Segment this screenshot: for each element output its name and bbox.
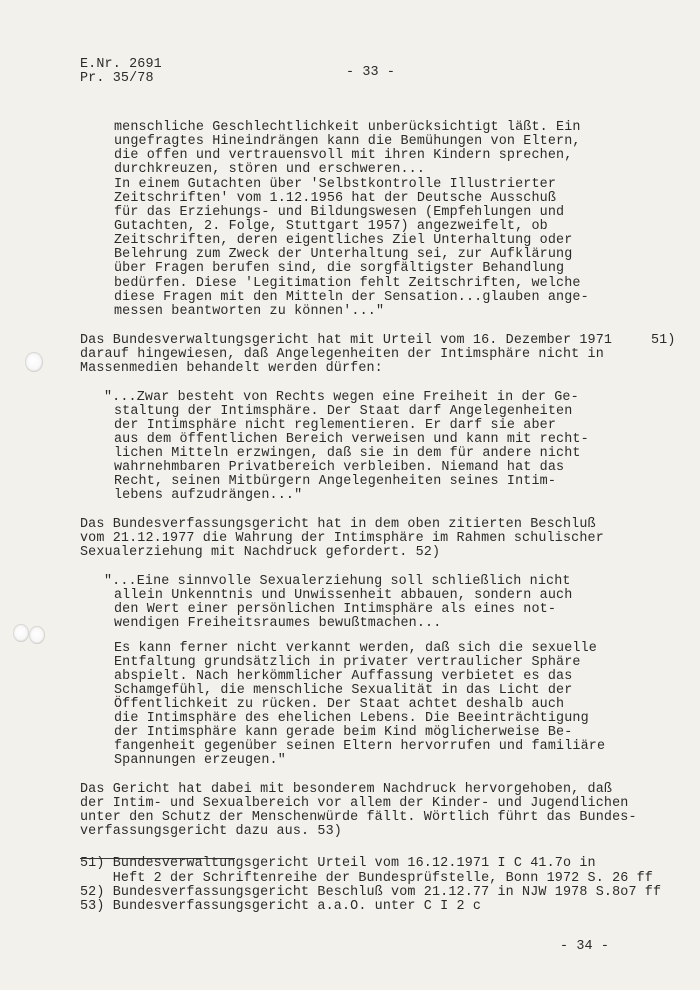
punch-hole-top xyxy=(25,352,43,372)
body-line: diese Fragen mit den Mitteln der Sensation...glauben ange- xyxy=(114,290,589,305)
body-line: messen beantworten zu können'..." xyxy=(114,304,385,319)
body-line: der Intimsphäre nicht reglementieren. Er darf sie aber xyxy=(114,418,557,433)
body-line: lichen Mitteln erzwingen, daß sie in dem für andere nicht xyxy=(114,446,581,461)
page-number: - 33 - xyxy=(346,65,396,80)
body-line: Sexualerziehung mit Nachdruck gefordert. 52) xyxy=(80,545,441,560)
footnote-line: 52) Bundesverfassungsgericht Beschluß vom 21.12.77 in NJW 1978 S.8o7 ff xyxy=(80,885,662,900)
body-line: Das Gericht hat dabei mit besonderem Nachdruck hervorgehoben, daß xyxy=(80,782,613,797)
body-line: Belehrung zum Zweck der Unterhaltung sei, zur Aufklärung xyxy=(114,247,573,262)
body-line: den Wert einer persönlichen Intimsphäre als eines not- xyxy=(114,602,557,617)
body-line: ungefragtes Hineindrängen kann die Bemühungen von Eltern, xyxy=(114,134,581,149)
body-line: Das Bundesverfassungsgericht hat in dem oben zitierten Beschluß xyxy=(80,517,596,532)
margin-footnote-ref: 51) xyxy=(651,333,676,348)
body-line: In einem Gutachten über 'Selbstkontrolle Illustrierter xyxy=(114,177,557,192)
body-line: der Intim- und Sexualbereich vor allem der Kinder- und Jugendlichen xyxy=(80,796,629,811)
body-line: Massenmedien behandelt werden dürfen: xyxy=(80,361,383,376)
punch-hole-middle-right xyxy=(29,626,45,644)
body-line: menschliche Geschlechtlichkeit unberücksichtigt läßt. Ein xyxy=(114,120,581,135)
file-reference-number: E.Nr. 2691 xyxy=(80,57,162,72)
body-line: die offen und vertrauensvoll mit ihren Kindern sprechen, xyxy=(114,148,573,163)
body-line: "...Eine sinnvolle Sexualerziehung soll schließlich nicht xyxy=(104,574,571,589)
body-line: Recht, seinen Mitbürgern Angelegenheiten seines Intim- xyxy=(114,474,557,489)
body-line: Zeitschriften' vom 1.12.1956 hat der Deutsche Ausschuß xyxy=(114,191,557,206)
body-line: der Intimsphäre kann gerade beim Kind möglicherweise Be- xyxy=(114,725,573,740)
body-line: vom 21.12.1977 die Wahrung der Intimsphäre im Rahmen schulischer xyxy=(80,531,604,546)
body-line: Entfaltung grundsätzlich in privater vertraulicher Sphäre xyxy=(114,655,581,670)
body-line: Öffentlichkeit zu rücken. Der Staat achtet deshalb auch xyxy=(114,697,565,712)
body-line: abspielt. Nach herkömmlicher Auffassung verbietet es das xyxy=(114,669,573,684)
footnote-line: 53) Bundesverfassungsgericht a.a.O. unter C I 2 c xyxy=(80,899,482,914)
body-line: fangenheit gegenüber seinen Eltern hervorrufen und familiäre xyxy=(114,739,606,754)
punch-hole-middle-left xyxy=(13,624,29,642)
body-line: bedürfen. Diese 'Legitimation fehlt Zeitschriften, welche xyxy=(114,276,581,291)
next-page-indicator: - 34 - xyxy=(560,939,610,954)
body-line: Schamgefühl, die menschliche Sexualität in das Licht der xyxy=(114,683,573,698)
body-line: staltung der Intimsphäre. Der Staat darf Angelegenheiten xyxy=(114,404,573,419)
body-line: "...Zwar besteht von Rechts wegen eine Freiheit in der Ge- xyxy=(104,390,579,405)
footnote-line: Heft 2 der Schriftenreihe der Bundesprüfstelle, Bonn 1972 S. 26 ff xyxy=(80,871,653,886)
body-line: über Fragen berufen sind, die sorgfältigster Behandlung xyxy=(114,261,565,276)
body-line: Zeitschriften, deren eigentliches Ziel Unterhaltung oder xyxy=(114,233,573,248)
file-reference-pr: Pr. 35/78 xyxy=(80,71,154,86)
body-line: allein Unkenntnis und Unwissenheit abbauen, sondern auch xyxy=(114,588,573,603)
body-line: Spannungen erzeugen." xyxy=(114,753,286,768)
body-line: für das Erziehungs- und Bildungswesen (Empfehlungen und xyxy=(114,205,565,220)
body-line: wahrnehmbaren Privatbereich verbleiben. Niemand hat das xyxy=(114,460,565,475)
body-line: Das Bundesverwaltungsgericht hat mit Urteil vom 16. Dezember 1971 xyxy=(80,333,613,348)
body-line: die Intimsphäre des ehelichen Lebens. Die Beeinträchtigung xyxy=(114,711,589,726)
body-line: Es kann ferner nicht verkannt werden, daß sich die sexuelle xyxy=(114,641,597,656)
body-line: verfassungsgericht dazu aus. 53) xyxy=(80,824,342,839)
body-line: unter den Schutz der Menschenwürde fällt. Wörtlich führt das Bundes- xyxy=(80,810,637,825)
footnote-line: 51) Bundesverwaltungsgericht Urteil vom 16.12.1971 I C 41.7o in xyxy=(80,856,596,871)
body-line: Gutachten, 2. Folge, Stuttgart 1957) angezweifelt, ob xyxy=(114,219,548,234)
body-line: wendigen Freiheitsraumes bewußtmachen... xyxy=(114,616,442,631)
body-line: lebens aufzudrängen..." xyxy=(114,488,303,503)
body-line: darauf hingewiesen, daß Angelegenheiten der Intimsphäre nicht in xyxy=(80,347,604,362)
body-line: durchkreuzen, stören und erschweren... xyxy=(114,162,426,177)
body-line: aus dem öffentlichen Bereich verweisen und kann mit recht- xyxy=(114,432,589,447)
